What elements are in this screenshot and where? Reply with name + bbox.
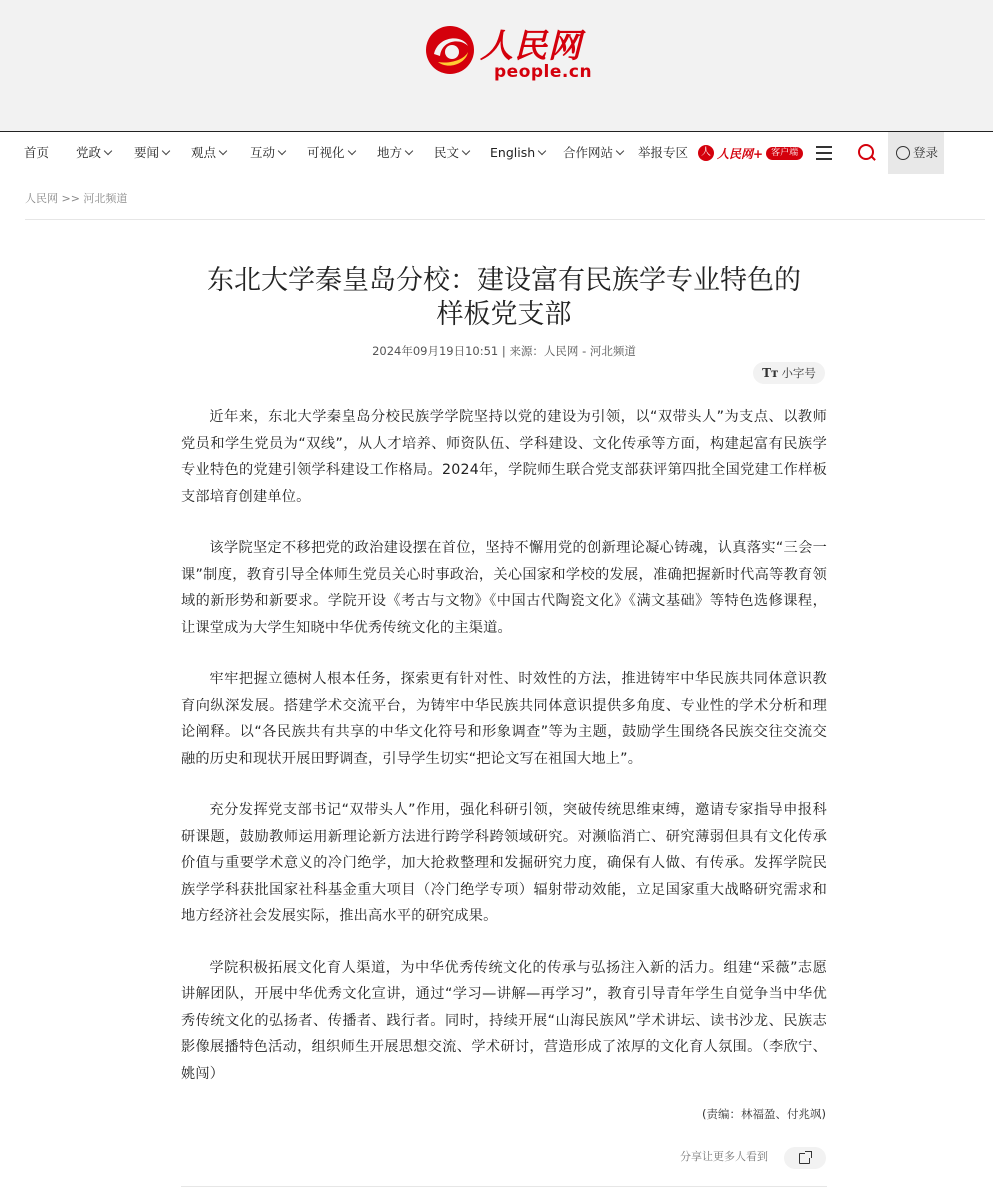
paragraph: 近年来，东北大学秦皇岛分校民族学学院坚持以党的建设为引领，以“双带头人”为支点、以教师党员和学生党员为“双线”，从人才培养、师资队伍、学科建设、文化传承等方面，构建起富有民族学专业特色的党建引领学科建设工作格局。2024年，学院师生联合党支部获评第四批全国党建工作样板支部培育创建单位。: [181, 409, 827, 505]
logo-cn-text: 人民网: [480, 26, 582, 65]
main-nav: [0, 131, 993, 174]
nav-item[interactable]: [76, 132, 111, 174]
article-title: [170, 264, 838, 332]
share-text: 分享让更多人看到: [680, 1150, 768, 1163]
nav-item[interactable]: [563, 132, 623, 174]
nav-item[interactable]: [377, 132, 412, 174]
nav-item-label: 要闻: [134, 145, 160, 160]
nav-item[interactable]: [638, 132, 688, 174]
font-size-toggle[interactable]: [753, 362, 825, 384]
app-logo-icon: 人: [698, 145, 714, 161]
chevron-down-icon: [462, 147, 470, 155]
chevron-down-icon: [104, 147, 112, 155]
paragraph: 该学院坚定不移把党的政治建设摆在首位，坚持不懈用党的创新理论凝心铸魂，认真落实“三会一课”制度，教育引导全体师生党员关心时事政治，关心国家和学校的发展，准确把握新时代高等教育领域的新形势和新要求。学院开设《考古与文物》《中国古代陶瓷文化》《满文基础》等特色选修课程，让课堂成为大学生知晓中华优秀传统文化的主渠道。: [181, 540, 827, 636]
nav-item[interactable]: [191, 132, 226, 174]
chevron-down-icon: [538, 147, 546, 155]
font-size-label: 小字号: [781, 366, 816, 380]
nav-item[interactable]: [490, 132, 545, 174]
nav-item[interactable]: [307, 132, 355, 174]
nav-item-label: 民文: [434, 145, 460, 160]
nav-item-label: English: [490, 145, 536, 160]
logo-en-text: people.cn: [494, 62, 593, 82]
chevron-down-icon: [219, 147, 227, 155]
nav-item-label: 党政: [76, 145, 102, 160]
user-icon: [896, 146, 910, 160]
nav-item-label: 地方: [377, 145, 403, 160]
share-button[interactable]: [784, 1147, 826, 1169]
chevron-down-icon: [616, 147, 624, 155]
hamburger-icon[interactable]: [805, 132, 843, 174]
login-label: 登录: [913, 145, 939, 160]
nav-item[interactable]: [434, 132, 469, 174]
nav-item[interactable]: [24, 132, 49, 174]
divider: [181, 1186, 827, 1187]
breadcrumb[interactable]: 人民网 >> 河北频道: [25, 192, 128, 205]
editor-credit: (责编：林福盈、付兆飒): [702, 1107, 826, 1121]
nav-item-label: 互动: [250, 145, 276, 160]
chevron-down-icon: [278, 147, 286, 155]
nav-item-label: 可视化: [307, 145, 345, 160]
paragraph: 学院积极拓展文化育人渠道，为中华优秀传统文化的传承与弘扬注入新的活力。组建“采薇”志愿讲解团队，开展中华优秀文化宣讲，通过“学习—讲解—再学习”，教育引导青年学生自觉争当中华优秀传统文化的弘扬者、传播者、践行者。同时，持续开展“山海民族风”学术讲坛、读书沙龙、民族志影像展播特色活动，组织师生开展思想交流、学术研讨，营造形成了浓厚的文化育人氛围。（李欣宁、姚闯）: [181, 959, 827, 1082]
font-size-icon: Tт: [762, 366, 779, 380]
app-badge: 客户端: [766, 147, 803, 160]
search-icon[interactable]: [845, 132, 887, 174]
people-logo-icon: [424, 24, 476, 76]
nav-item-label: 合作网站: [563, 145, 614, 160]
nav-item-label: 观点: [191, 145, 217, 160]
paragraph: 牢牢把握立德树人根本任务，探索更有针对性、时效性的方法，推进铸牢中华民族共同体意识教育向纵深发展。搭建学术交流平台，为铸牢中华民族共同体意识提供多角度、专业性的学术分析和理论阐释。以“各民族共有共享的中华文化符号和形象调查”等为主题，鼓励学生围绕各民族交往交流交融的历史和现状开展田野调查，引导学生切实“把论文写在祖国大地上”。: [181, 671, 827, 767]
nav-item-label: 举报专区: [638, 145, 689, 160]
chevron-down-icon: [162, 147, 170, 155]
app-brand-label: 人民网+: [717, 146, 764, 161]
nav-item[interactable]: [250, 132, 285, 174]
paragraph: 充分发挥党支部书记“双带头人”作用，强化科研引领，突破传统思维束缚，邀请专家指导申报科研课题，鼓励教师运用新理论新方法进行跨学科跨领域研究。对濒临消亡、研究薄弱但具有文化传承价值与重要学术意义的冷门绝学，加大抢救整理和发掘研究力度，确保有人做、有传承。发挥学院民族学学科获批国家社科基金重大项目（冷门绝学专项）辐射带动效能，立足国家重大战略研究需求和地方经济社会发展实际，推出高水平的研究成果。: [181, 802, 827, 924]
chevron-down-icon: [405, 147, 413, 155]
nav-item-label: 首页: [24, 145, 50, 160]
site-logo[interactable]: [424, 22, 594, 84]
login-button[interactable]: [888, 132, 944, 174]
nav-item[interactable]: [134, 132, 169, 174]
header-band: [0, 0, 993, 131]
title-line-2: 样板党支部: [436, 299, 572, 331]
chevron-down-icon: [347, 147, 355, 155]
app-promo[interactable]: [698, 145, 803, 161]
article-body: [181, 404, 827, 1112]
article-meta: 2024年09月19日10:51 | 来源：人民网 - 河北频道: [372, 344, 636, 358]
divider: [25, 219, 985, 220]
title-line-1: 东北大学秦皇岛分校：建设富有民族学专业特色的: [207, 265, 801, 297]
